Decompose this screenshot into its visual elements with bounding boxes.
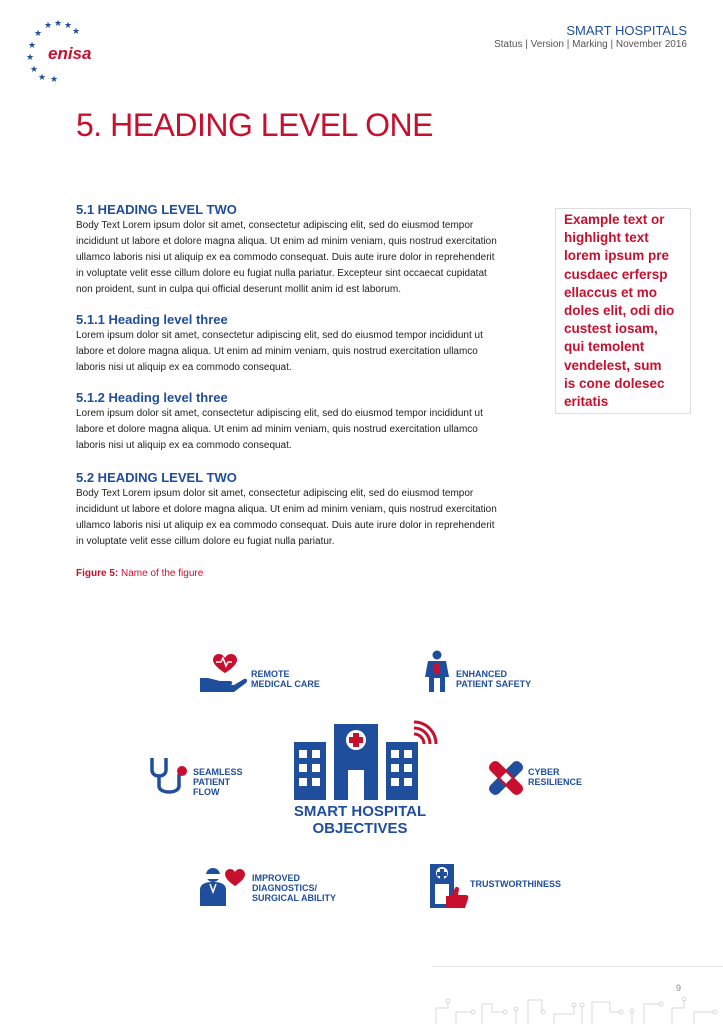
body-line: ullamco laboris nisi ut aliquip ex ea commodo consequat. Duis aute irure dolor in reprehenderit xyxy=(76,520,495,531)
cyber-resilience-label xyxy=(528,767,582,787)
logo-wordmark: enisa xyxy=(48,44,92,63)
surgeon-heart-icon xyxy=(200,866,248,906)
label-line: PATIENT SAFETY xyxy=(456,679,532,689)
body-line: laboris nisi ut aliquip ex ea commodo consequat. xyxy=(76,440,292,451)
callout-line: cusdaec erfersp xyxy=(564,266,668,282)
label-line: CYBER xyxy=(528,767,560,777)
callout-line: ellaccus et mo xyxy=(564,284,658,300)
body-line: in voluptate velit esse cillum dolore eu fugiat nulla pariatur. Excepteur sint occaecat cupidatat xyxy=(76,268,487,279)
body-line: Lorem ipsum dolor sit amet, consectetur adipiscing elit, sed do eiusmod tempor incididunt ut xyxy=(76,330,483,341)
label-line: REMOTE xyxy=(251,669,290,679)
svg-text:★: ★ xyxy=(64,21,73,31)
patient-safety-icon xyxy=(424,650,450,692)
callout-line: custest iosam, xyxy=(564,321,658,337)
label-line: MEDICAL CARE xyxy=(251,679,320,689)
callout-line: doles elit, odi dio xyxy=(564,303,675,319)
footer-divider xyxy=(432,966,723,967)
page-number: 9 xyxy=(676,983,682,993)
callout-line: is cone dolesec xyxy=(564,375,665,391)
highlight-callout xyxy=(555,208,691,414)
body-line: incididunt ut labore et dolore magna aliqua. Ut enim ad minim veniam, quis nostrud exercitation xyxy=(76,504,497,515)
document-meta: Status | Version | Marking | November 2016 xyxy=(494,39,687,50)
svg-text:★: ★ xyxy=(26,53,35,63)
document-title: SMART HOSPITALS xyxy=(566,23,687,38)
heading-level-one: 5. HEADING LEVEL ONE xyxy=(76,107,433,143)
body-line: labore et dolore magna aliqua. Ut enim ad minim veniam, quis nostrud exercitation ullamco xyxy=(76,346,478,357)
body-5-1 xyxy=(76,218,538,298)
remote-care-icon xyxy=(198,650,248,694)
center-title-line: OBJECTIVES xyxy=(312,820,408,837)
svg-text:★: ★ xyxy=(44,21,53,31)
svg-text:★: ★ xyxy=(38,73,47,83)
callout-line: qui temolent xyxy=(564,339,645,355)
label-line: PATIENT xyxy=(193,777,231,787)
body-line: ullamco laboris nisi ut aliquip ex ea commodo consequat. Duis aute irure dolor in reprehenderit xyxy=(76,252,495,263)
heading-5-1: 5.1 HEADING LEVEL TWO xyxy=(76,202,237,217)
callout-line: Example text or xyxy=(564,212,665,227)
label-line: FLOW xyxy=(193,787,220,797)
callout-line: eritatis xyxy=(564,394,609,410)
body-line: non proident, sunt in culpa qui official deserunt mollit anim id est laborum. xyxy=(76,284,401,295)
circuit-decoration xyxy=(432,994,723,1024)
body-line: labore et dolore magna aliqua. Ut enim ad minim veniam, quis nostrud exercitation ullamco xyxy=(76,424,478,435)
diagnostics-label xyxy=(252,873,336,903)
label-line: SEAMLESS xyxy=(193,767,243,777)
body-line: in voluptate velit esse cillum dolore eu fugiat nulla pariatur. xyxy=(76,536,335,547)
label-line: SURGICAL ABILITY xyxy=(252,893,337,903)
body-5-1-1 xyxy=(76,328,538,376)
trustworthiness-label: TRUSTWORTHINESS xyxy=(470,879,561,889)
svg-text:★: ★ xyxy=(50,75,59,84)
remote-care-label xyxy=(251,669,320,689)
figure-name: Name of the figure xyxy=(118,568,204,579)
stethoscope-icon xyxy=(148,756,192,800)
patient-flow-label xyxy=(193,767,243,797)
body-line: incididunt ut labore et dolore magna aliqua. Ut enim ad minim veniam, quis nostrud exercitation xyxy=(76,236,497,247)
callout-line: vendelest, sum xyxy=(564,357,662,373)
diagram-center-title xyxy=(268,803,452,837)
heading-5-1-2: 5.1.2 Heading level three xyxy=(76,390,228,405)
body-5-2 xyxy=(76,486,538,550)
heading-5-2: 5.2 HEADING LEVEL TWO xyxy=(76,470,237,485)
body-5-1-2 xyxy=(76,406,538,454)
svg-text:★: ★ xyxy=(72,27,81,37)
svg-text:★: ★ xyxy=(54,19,63,29)
label-line: DIAGNOSTICS/ xyxy=(252,883,318,893)
svg-text:★: ★ xyxy=(34,29,43,39)
svg-text:★: ★ xyxy=(30,65,39,75)
callout-line: highlight text xyxy=(564,230,649,246)
figure-caption xyxy=(76,568,203,579)
body-line: Body Text Lorem ipsum dolor sit amet, consectetur adipiscing elit, sed do eiusmod tempor xyxy=(76,220,474,231)
center-title-line: SMART HOSPITAL xyxy=(293,803,427,820)
body-line: laboris nisi ut aliquip ex ea commodo consequat. xyxy=(76,362,292,373)
label-line: IMPROVED xyxy=(252,873,301,883)
body-line: Lorem ipsum dolor sit amet, consectetur adipiscing elit, sed do eiusmod tempor incididunt ut xyxy=(76,408,483,419)
figure-label: Figure 5: xyxy=(76,568,119,579)
label-line: ENHANCED xyxy=(456,669,508,679)
patient-safety-label xyxy=(456,669,531,689)
label-line: RESILIENCE xyxy=(528,777,583,787)
hospital-building-icon xyxy=(290,720,438,802)
callout-line: lorem ipsum pre xyxy=(564,248,670,264)
plaster-icon xyxy=(488,760,524,796)
svg-text:★: ★ xyxy=(28,41,37,51)
trust-hospital-icon xyxy=(430,864,470,910)
body-line: Body Text Lorem ipsum dolor sit amet, consectetur adipiscing elit, sed do eiusmod tempor xyxy=(76,488,474,499)
heading-5-1-1: 5.1.1 Heading level three xyxy=(76,312,228,327)
